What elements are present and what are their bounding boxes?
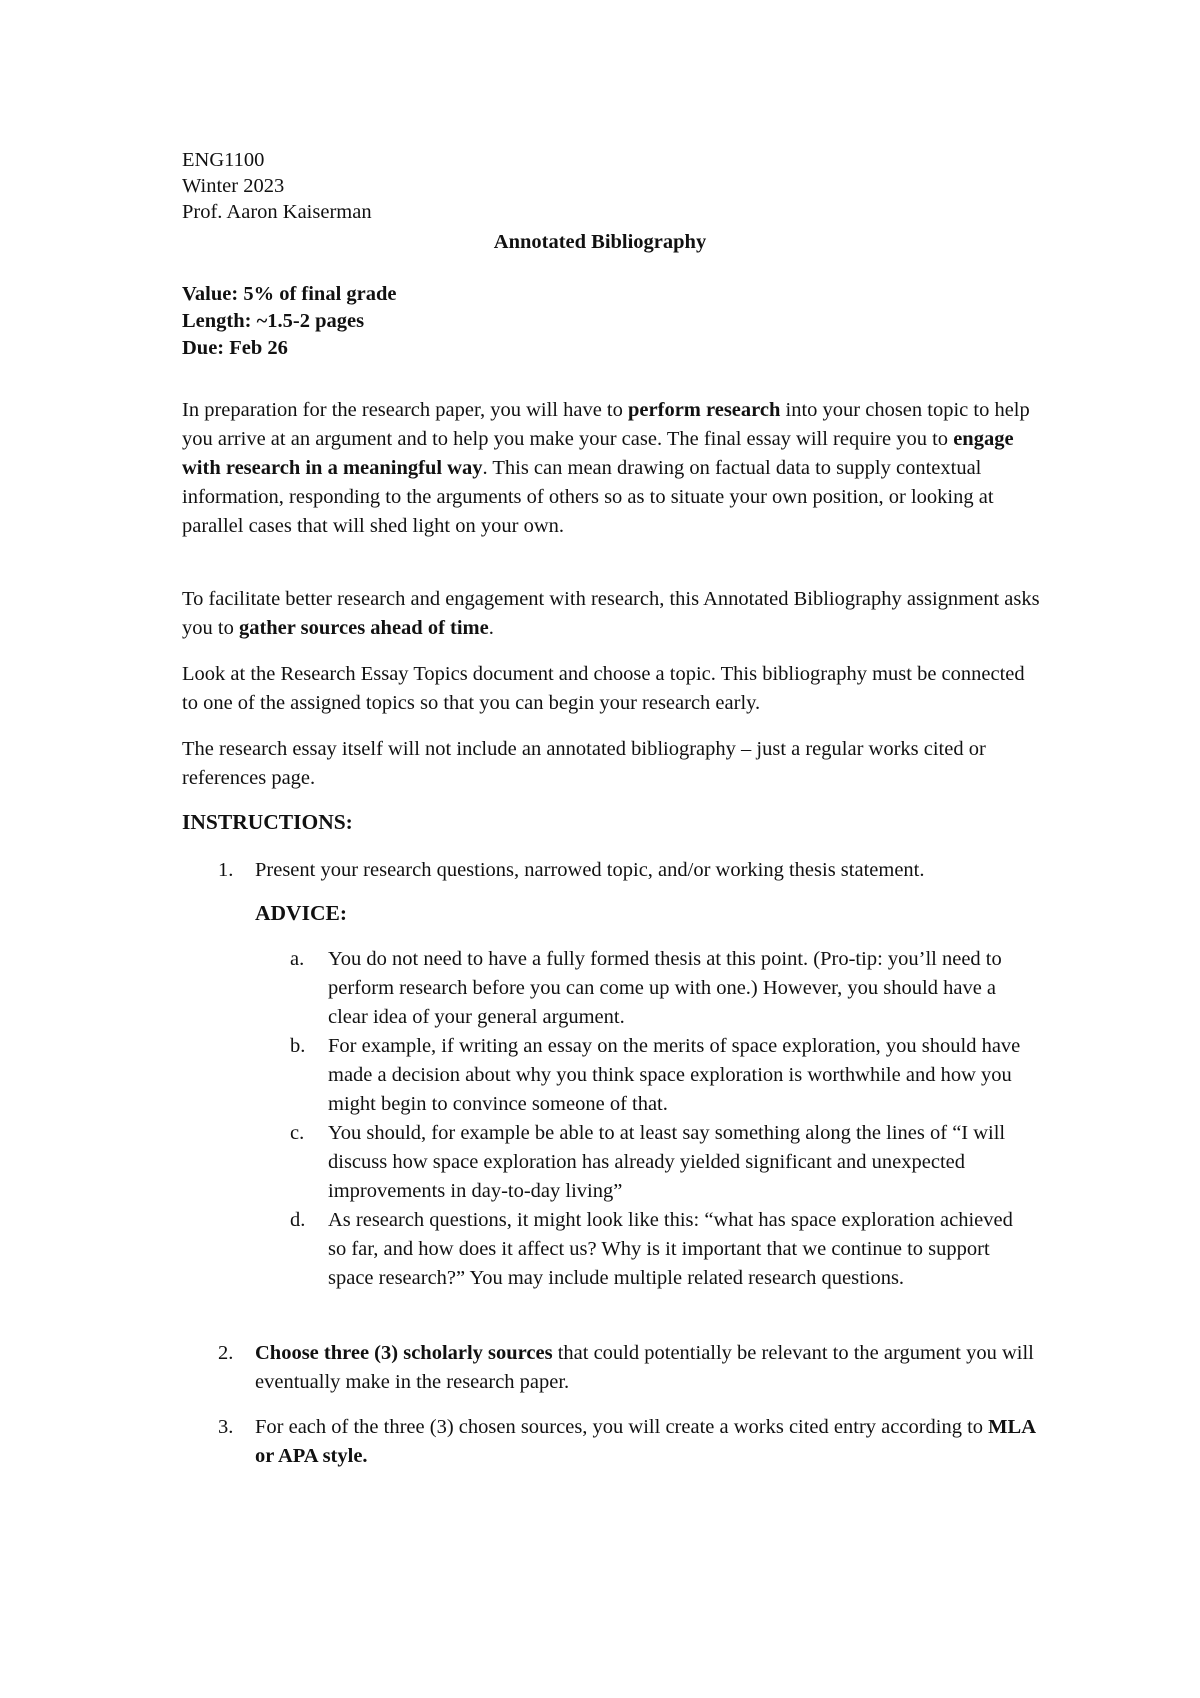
intro-paragraph-3: Look at the Research Essay Topics document and choose a topic. This bibliography must be connected to one of the assigned topics so that you can begin your research early. — [182, 663, 1025, 714]
course-code: ENG1100 — [182, 149, 265, 171]
advice-letter: b. — [290, 1035, 306, 1057]
meta-value: Value: 5% of final grade — [182, 283, 397, 305]
advice-heading: ADVICE: — [255, 901, 347, 925]
instructions-heading: INSTRUCTIONS: — [182, 810, 353, 834]
advice-text: You should, for example be able to at least say something along the lines of “I will discuss how space exploration has already yielded significant and unexpected improvements in day-to-day living” — [328, 1122, 1006, 1202]
intro-paragraph-1: In preparation for the research paper, you will have to perform research into your chosen topic to help you arrive at an argument and to help you make your case. The final essay will require you to engage with research in a meaningful way. This can mean drawing on factual data to supply contextual information, responding to the arguments of others so as to situate your own position, or looking at parallel cases that will shed light on your own. — [182, 399, 1030, 537]
advice-item-c — [290, 1119, 1040, 1206]
item-number: 1. — [218, 859, 234, 881]
item-text: Choose three (3) scholarly sources that could potentially be relevant to the argument you will eventually make in the research paper. — [255, 1342, 1034, 1393]
advice-text: You do not need to have a fully formed thesis at this point. (Pro-tip: you’ll need to perform research before you can come up with one.) However, you should have a clear idea of your general argument. — [328, 948, 1002, 1028]
meta-length: Length: ~1.5-2 pages — [182, 310, 365, 332]
course-professor: Prof. Aaron Kaiserman — [182, 201, 372, 223]
intro-paragraph-2: To facilitate better research and engagement with research, this Annotated Bibliography assignment asks you to gather sources ahead of time. — [182, 588, 1040, 639]
advice-letter: d. — [290, 1209, 306, 1231]
advice-letter: c. — [290, 1122, 305, 1144]
advice-item-d — [290, 1206, 1040, 1322]
document-title: Annotated Bibliography — [493, 231, 707, 253]
advice-item-b — [290, 1032, 1040, 1119]
instruction-item-3 — [218, 1413, 1038, 1473]
advice-letter: a. — [290, 948, 305, 970]
course-header — [182, 147, 372, 225]
assignment-meta — [182, 281, 397, 362]
item-number: 3. — [218, 1416, 234, 1438]
instruction-item-1 — [218, 856, 1038, 886]
meta-due: Due: Feb 26 — [182, 337, 288, 359]
item-text: For each of the three (3) chosen sources, you will create a works cited entry according to MLA or APA style. — [255, 1416, 1035, 1467]
intro-paragraph-4: The research essay itself will not include an annotated bibliography – just a regular works cited or references page. — [182, 738, 986, 789]
advice-text: As research questions, it might look like this: “what has space exploration achieved so far, and how does it affect us? Why is it important that we continue to support space research?” You may include multiple related research questions. — [328, 1209, 1013, 1289]
item-number: 2. — [218, 1342, 234, 1364]
course-term: Winter 2023 — [182, 175, 285, 197]
advice-text: For example, if writing an essay on the merits of space exploration, you should have made a decision about why you think space exploration is worthwhile and how you might begin to convince someone of that. — [328, 1035, 1021, 1115]
instruction-item-2 — [218, 1339, 1038, 1399]
advice-item-a — [290, 945, 1040, 1032]
item-text: Present your research questions, narrowed topic, and/or working thesis statement. — [255, 859, 925, 881]
